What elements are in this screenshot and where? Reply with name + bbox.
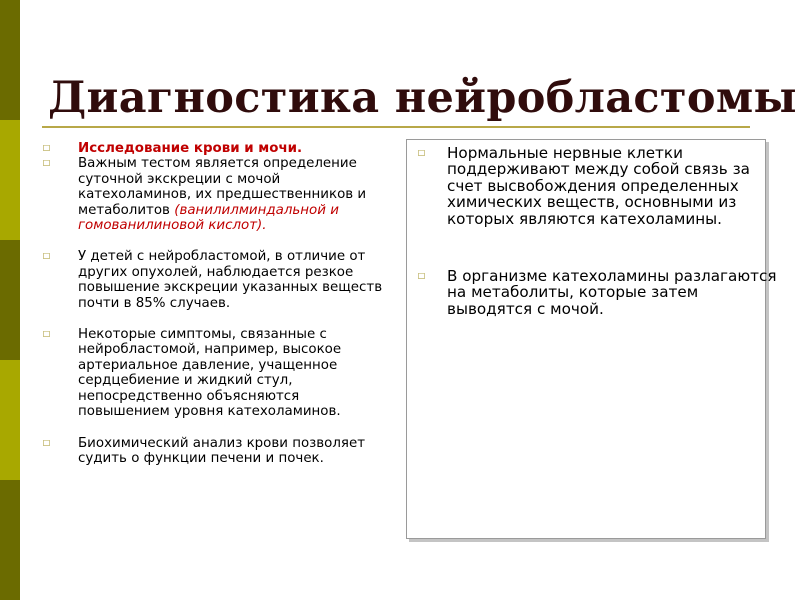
title-divider — [42, 126, 750, 128]
bullet-metabolites — [417, 268, 783, 317]
strip-segment — [0, 120, 20, 240]
bullet-text: У детей с нейробластомой, в отличие от других опухолей, наблюдается резкое повышение экскреции указанных веществ почти в 85% случаев. — [78, 249, 383, 311]
square-bullet-icon: □ — [42, 329, 51, 339]
square-bullet-icon: □ — [42, 158, 51, 168]
bullet-biochemistry — [42, 436, 388, 467]
bullet-emphasis: (ванилилминдальной и гомованилиновой кислот). — [78, 202, 339, 234]
square-bullet-icon: □ — [417, 148, 426, 157]
side-color-strip — [0, 0, 20, 600]
bullet-text: Нормальные нервные клетки поддерживают между собой связь за счет высвобождения определенных химических веществ, основными из которых являются катехоламины. — [447, 144, 750, 228]
bullet-text: Важным тестом является определение суточной экскреции с мочой катехоламинов, их предшественников и метаболитов — [78, 156, 367, 218]
bullet-text: Биохимический анализ крови позволяет судить о функции печени и почек. — [78, 435, 366, 466]
strip-segment — [0, 480, 20, 600]
bullet-symptoms — [42, 327, 388, 419]
bullet-catecholamine-test — [42, 156, 388, 233]
strip-segment — [0, 360, 20, 480]
section-heading: Исследование крови и мочи. — [78, 141, 303, 156]
left-text-column — [42, 141, 388, 466]
strip-segment — [0, 0, 20, 120]
square-bullet-icon: □ — [42, 251, 51, 261]
square-bullet-icon: □ — [42, 437, 51, 447]
bullet-text: Некоторые симптомы, связанные с нейробластомой, например, высокое артериальное давление, учащенное сердцебиение и жидкий стул, непосредственно объясняются повышением уровня катехоламинов. — [78, 327, 342, 420]
right-text-box — [406, 139, 777, 539]
slide-title: Диагностика нейробластомы — [48, 73, 797, 123]
bullet-heading — [42, 141, 388, 156]
bullet-excretion-increase — [42, 249, 388, 311]
square-bullet-icon: □ — [417, 271, 426, 280]
bullet-nerve-cells — [417, 145, 783, 227]
bullet-text: В организме катехоламины разлагаются на метаболиты, которые затем выводятся с мочой. — [447, 267, 777, 318]
square-bullet-icon: □ — [42, 143, 51, 152]
strip-segment — [0, 240, 20, 360]
